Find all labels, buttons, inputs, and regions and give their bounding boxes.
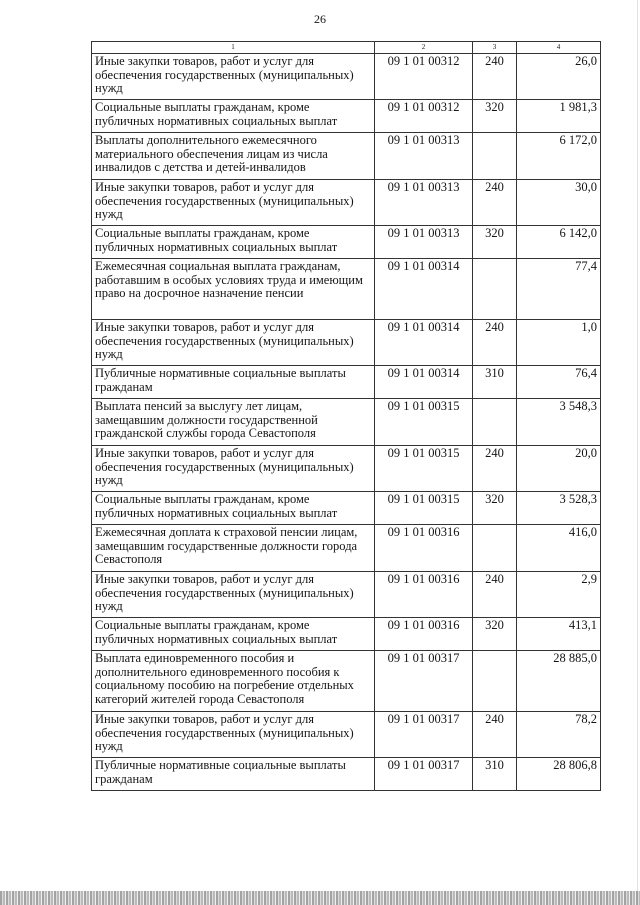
row-name-cell: Публичные нормативные социальные выплаты гражданам	[92, 366, 375, 399]
table-row	[92, 651, 601, 712]
row-name-cell: Выплаты дополнительного ежемесячного материального обеспечения лицам из числа инвалидов с детства и детей-инвалидов	[92, 133, 375, 180]
row-amount-cell: 77,4	[517, 259, 601, 320]
header-col-2: 2	[375, 42, 473, 54]
row-code-cell: 09 1 01 00313	[375, 226, 473, 259]
table-row	[92, 525, 601, 572]
row-amount-cell: 1,0	[517, 320, 601, 366]
row-name-cell: Выплата единовременного пособия и дополнительного единовременного пособия к социальному пособию на погребение отдельных категорий жителей города Севастополя	[92, 651, 375, 712]
row-name-cell: Социальные выплаты гражданам, кроме публичных нормативных социальных выплат	[92, 100, 375, 133]
row-amount-cell: 78,2	[517, 712, 601, 758]
table-header-row	[92, 42, 601, 54]
table-row	[92, 446, 601, 492]
row-name-cell: Иные закупки товаров, работ и услуг для обеспечения государственных (муниципальных) нужд	[92, 572, 375, 618]
table-row	[92, 54, 601, 100]
table-row	[92, 712, 601, 758]
row-type-cell: 240	[473, 320, 517, 366]
row-type-cell: 240	[473, 572, 517, 618]
table-row	[92, 366, 601, 399]
row-name-cell: Публичные нормативные социальные выплаты гражданам	[92, 758, 375, 791]
row-type-cell: 320	[473, 226, 517, 259]
row-code-cell: 09 1 01 00312	[375, 54, 473, 100]
row-amount-cell: 76,4	[517, 366, 601, 399]
row-amount-cell: 6 172,0	[517, 133, 601, 180]
budget-table	[91, 41, 601, 791]
header-col-3: 3	[473, 42, 517, 54]
row-name-cell: Выплата пенсий за выслугу лет лицам, замещавшим должности государственной гражданской службы города Севастополя	[92, 399, 375, 446]
row-type-cell	[473, 525, 517, 572]
row-code-cell: 09 1 01 00315	[375, 492, 473, 525]
table-row	[92, 492, 601, 525]
table-row	[92, 180, 601, 226]
row-name-cell: Иные закупки товаров, работ и услуг для обеспечения государственных (муниципальных) нужд	[92, 54, 375, 100]
row-type-cell: 320	[473, 618, 517, 651]
row-code-cell: 09 1 01 00313	[375, 180, 473, 226]
row-name-cell: Иные закупки товаров, работ и услуг для обеспечения государственных (муниципальных) нужд	[92, 446, 375, 492]
row-type-cell: 310	[473, 366, 517, 399]
table-row	[92, 572, 601, 618]
row-amount-cell: 3 548,3	[517, 399, 601, 446]
row-code-cell: 09 1 01 00314	[375, 320, 473, 366]
scan-edge-line	[637, 0, 638, 905]
row-code-cell: 09 1 01 00315	[375, 446, 473, 492]
row-code-cell: 09 1 01 00313	[375, 133, 473, 180]
row-code-cell: 09 1 01 00317	[375, 651, 473, 712]
row-type-cell	[473, 399, 517, 446]
row-type-cell	[473, 133, 517, 180]
row-code-cell: 09 1 01 00316	[375, 525, 473, 572]
row-code-cell: 09 1 01 00314	[375, 366, 473, 399]
row-amount-cell: 2,9	[517, 572, 601, 618]
header-col-1: 1	[92, 42, 375, 54]
row-amount-cell: 20,0	[517, 446, 601, 492]
row-code-cell: 09 1 01 00316	[375, 618, 473, 651]
table-row	[92, 226, 601, 259]
row-code-cell: 09 1 01 00317	[375, 758, 473, 791]
row-name-cell: Социальные выплаты гражданам, кроме публичных нормативных социальных выплат	[92, 618, 375, 651]
page-number: 26	[314, 12, 326, 26]
row-amount-cell: 6 142,0	[517, 226, 601, 259]
row-type-cell: 240	[473, 446, 517, 492]
row-amount-cell: 1 981,3	[517, 100, 601, 133]
row-type-cell: 240	[473, 712, 517, 758]
table-row	[92, 133, 601, 180]
row-type-cell: 320	[473, 492, 517, 525]
row-name-cell: Ежемесячная социальная выплата гражданам, работавшим в особых условиях труда и имеющим право на досрочное назначение пенсии	[92, 259, 375, 320]
row-code-cell: 09 1 01 00316	[375, 572, 473, 618]
row-code-cell: 09 1 01 00315	[375, 399, 473, 446]
row-amount-cell: 28 885,0	[517, 651, 601, 712]
row-name-cell: Ежемесячная доплата к страховой пенсии лицам, замещавшим государственные должности города Севастополя	[92, 525, 375, 572]
row-type-cell	[473, 651, 517, 712]
row-code-cell: 09 1 01 00312	[375, 100, 473, 133]
row-name-cell: Иные закупки товаров, работ и услуг для обеспечения государственных (муниципальных) нужд	[92, 180, 375, 226]
row-code-cell: 09 1 01 00317	[375, 712, 473, 758]
table-row	[92, 320, 601, 366]
header-col-4: 4	[517, 42, 601, 54]
row-amount-cell: 26,0	[517, 54, 601, 100]
row-type-cell: 320	[473, 100, 517, 133]
row-name-cell: Иные закупки товаров, работ и услуг для обеспечения государственных (муниципальных) нужд	[92, 712, 375, 758]
row-amount-cell: 3 528,3	[517, 492, 601, 525]
row-amount-cell: 416,0	[517, 525, 601, 572]
row-type-cell: 240	[473, 54, 517, 100]
row-amount-cell: 30,0	[517, 180, 601, 226]
row-type-cell	[473, 259, 517, 320]
row-amount-cell: 28 806,8	[517, 758, 601, 791]
row-type-cell: 310	[473, 758, 517, 791]
table-row	[92, 100, 601, 133]
table-row	[92, 618, 601, 651]
table-row	[92, 758, 601, 791]
row-name-cell: Социальные выплаты гражданам, кроме публичных нормативных социальных выплат	[92, 492, 375, 525]
row-code-cell: 09 1 01 00314	[375, 259, 473, 320]
table-row	[92, 259, 601, 320]
row-name-cell: Социальные выплаты гражданам, кроме публичных нормативных социальных выплат	[92, 226, 375, 259]
scan-bottom-noise	[0, 891, 640, 905]
table-row	[92, 399, 601, 446]
row-amount-cell: 413,1	[517, 618, 601, 651]
row-name-cell: Иные закупки товаров, работ и услуг для обеспечения государственных (муниципальных) нужд	[92, 320, 375, 366]
row-type-cell: 240	[473, 180, 517, 226]
